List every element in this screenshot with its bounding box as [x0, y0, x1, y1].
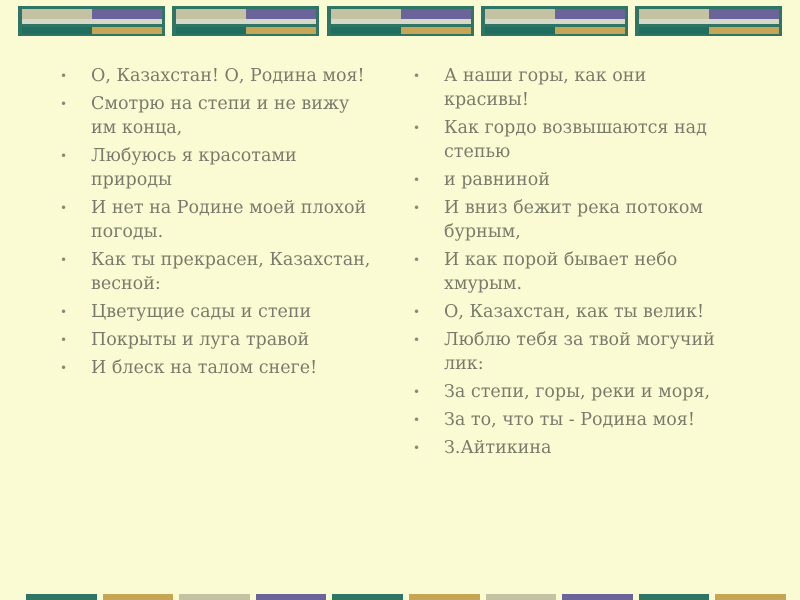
poem-line-text: Любуюсь я красотами природы [91, 146, 297, 190]
decorative-block [327, 6, 474, 36]
decorative-segment [409, 594, 480, 600]
poem-line [60, 300, 380, 324]
poem-line [413, 300, 723, 324]
poem-line [60, 328, 380, 352]
poem-line [413, 408, 723, 432]
bullet-icon: • [413, 441, 421, 455]
poem-line-text: Как гордо возвышаются над степью [444, 118, 707, 162]
decorative-segment [486, 594, 557, 600]
decorative-segment [715, 594, 786, 600]
bullet-icon: • [413, 121, 421, 135]
bullet-icon: • [413, 253, 421, 267]
poem-line [413, 196, 723, 244]
decorative-segment [256, 594, 327, 600]
decorative-segment [103, 594, 174, 600]
bullet-icon: • [60, 97, 68, 111]
poem-line-text: И вниз бежит река потоком бурным, [444, 198, 704, 242]
poem-line [413, 380, 723, 404]
bullet-icon: • [413, 413, 421, 427]
bullet-icon: • [413, 201, 421, 215]
poem-line [413, 64, 723, 112]
poem-author [413, 436, 723, 460]
poem-line [413, 116, 723, 164]
poem-line [413, 168, 723, 192]
poem-line [60, 196, 380, 244]
decorative-block [481, 6, 628, 36]
decorative-segment [179, 594, 250, 600]
poem-line-text: И нет на Родине моей плохой погоды. [91, 198, 367, 242]
poem-line [60, 356, 380, 380]
bullet-icon: • [60, 69, 68, 83]
decorative-block [172, 6, 319, 36]
bullet-icon: • [413, 333, 421, 347]
poem-line [60, 248, 380, 296]
poem-left-column [60, 64, 380, 384]
bullet-icon: • [60, 333, 68, 347]
poem-line [60, 144, 380, 192]
poem-right-column [413, 64, 723, 464]
poem-line [413, 328, 723, 376]
bullet-icon: • [60, 253, 68, 267]
bullet-icon: • [413, 173, 421, 187]
poem-line-text: и равниной [444, 170, 550, 190]
poem-line-text: Как ты прекрасен, Казахстан, весной: [91, 250, 371, 294]
poem-line [60, 64, 380, 88]
decorative-segment [26, 594, 97, 600]
poem-line-text: А наши горы, как они красивы! [444, 66, 647, 110]
bullet-icon: • [413, 69, 421, 83]
poem-line-text: За то, что ты - Родина моя! [444, 410, 695, 430]
poem-author-text: З.Айтикина [444, 438, 552, 458]
bottom-decorative-band [26, 594, 786, 600]
decorative-segment [332, 594, 403, 600]
bullet-icon: • [60, 149, 68, 163]
poem-line-text: О, Казахстан! О, Родина моя! [91, 66, 365, 86]
bullet-icon: • [60, 305, 68, 319]
poem-line-text: За степи, горы, реки и моря, [444, 382, 711, 402]
poem-line-text: Цветущие сады и степи [91, 302, 312, 322]
poem-line [60, 92, 380, 140]
poem-line-text: Смотрю на степи и не вижу им конца, [91, 94, 350, 138]
decorative-segment [639, 594, 710, 600]
top-decorative-band [18, 6, 782, 36]
bullet-icon: • [60, 361, 68, 375]
decorative-block [635, 6, 782, 36]
poem-line [413, 248, 723, 296]
bullet-icon: • [413, 385, 421, 399]
poem-line-text: О, Казахстан, как ты велик! [444, 302, 705, 322]
poem-line-text: Люблю тебя за твой могучий лик: [444, 330, 715, 374]
poem-line-text: И как порой бывает небо хмурым. [444, 250, 678, 294]
decorative-block [18, 6, 165, 36]
poem-line-text: И блеск на талом снеге! [91, 358, 318, 378]
bullet-icon: • [413, 305, 421, 319]
bullet-icon: • [60, 201, 68, 215]
decorative-segment [562, 594, 633, 600]
poem-line-text: Покрыты и луга травой [91, 330, 310, 350]
